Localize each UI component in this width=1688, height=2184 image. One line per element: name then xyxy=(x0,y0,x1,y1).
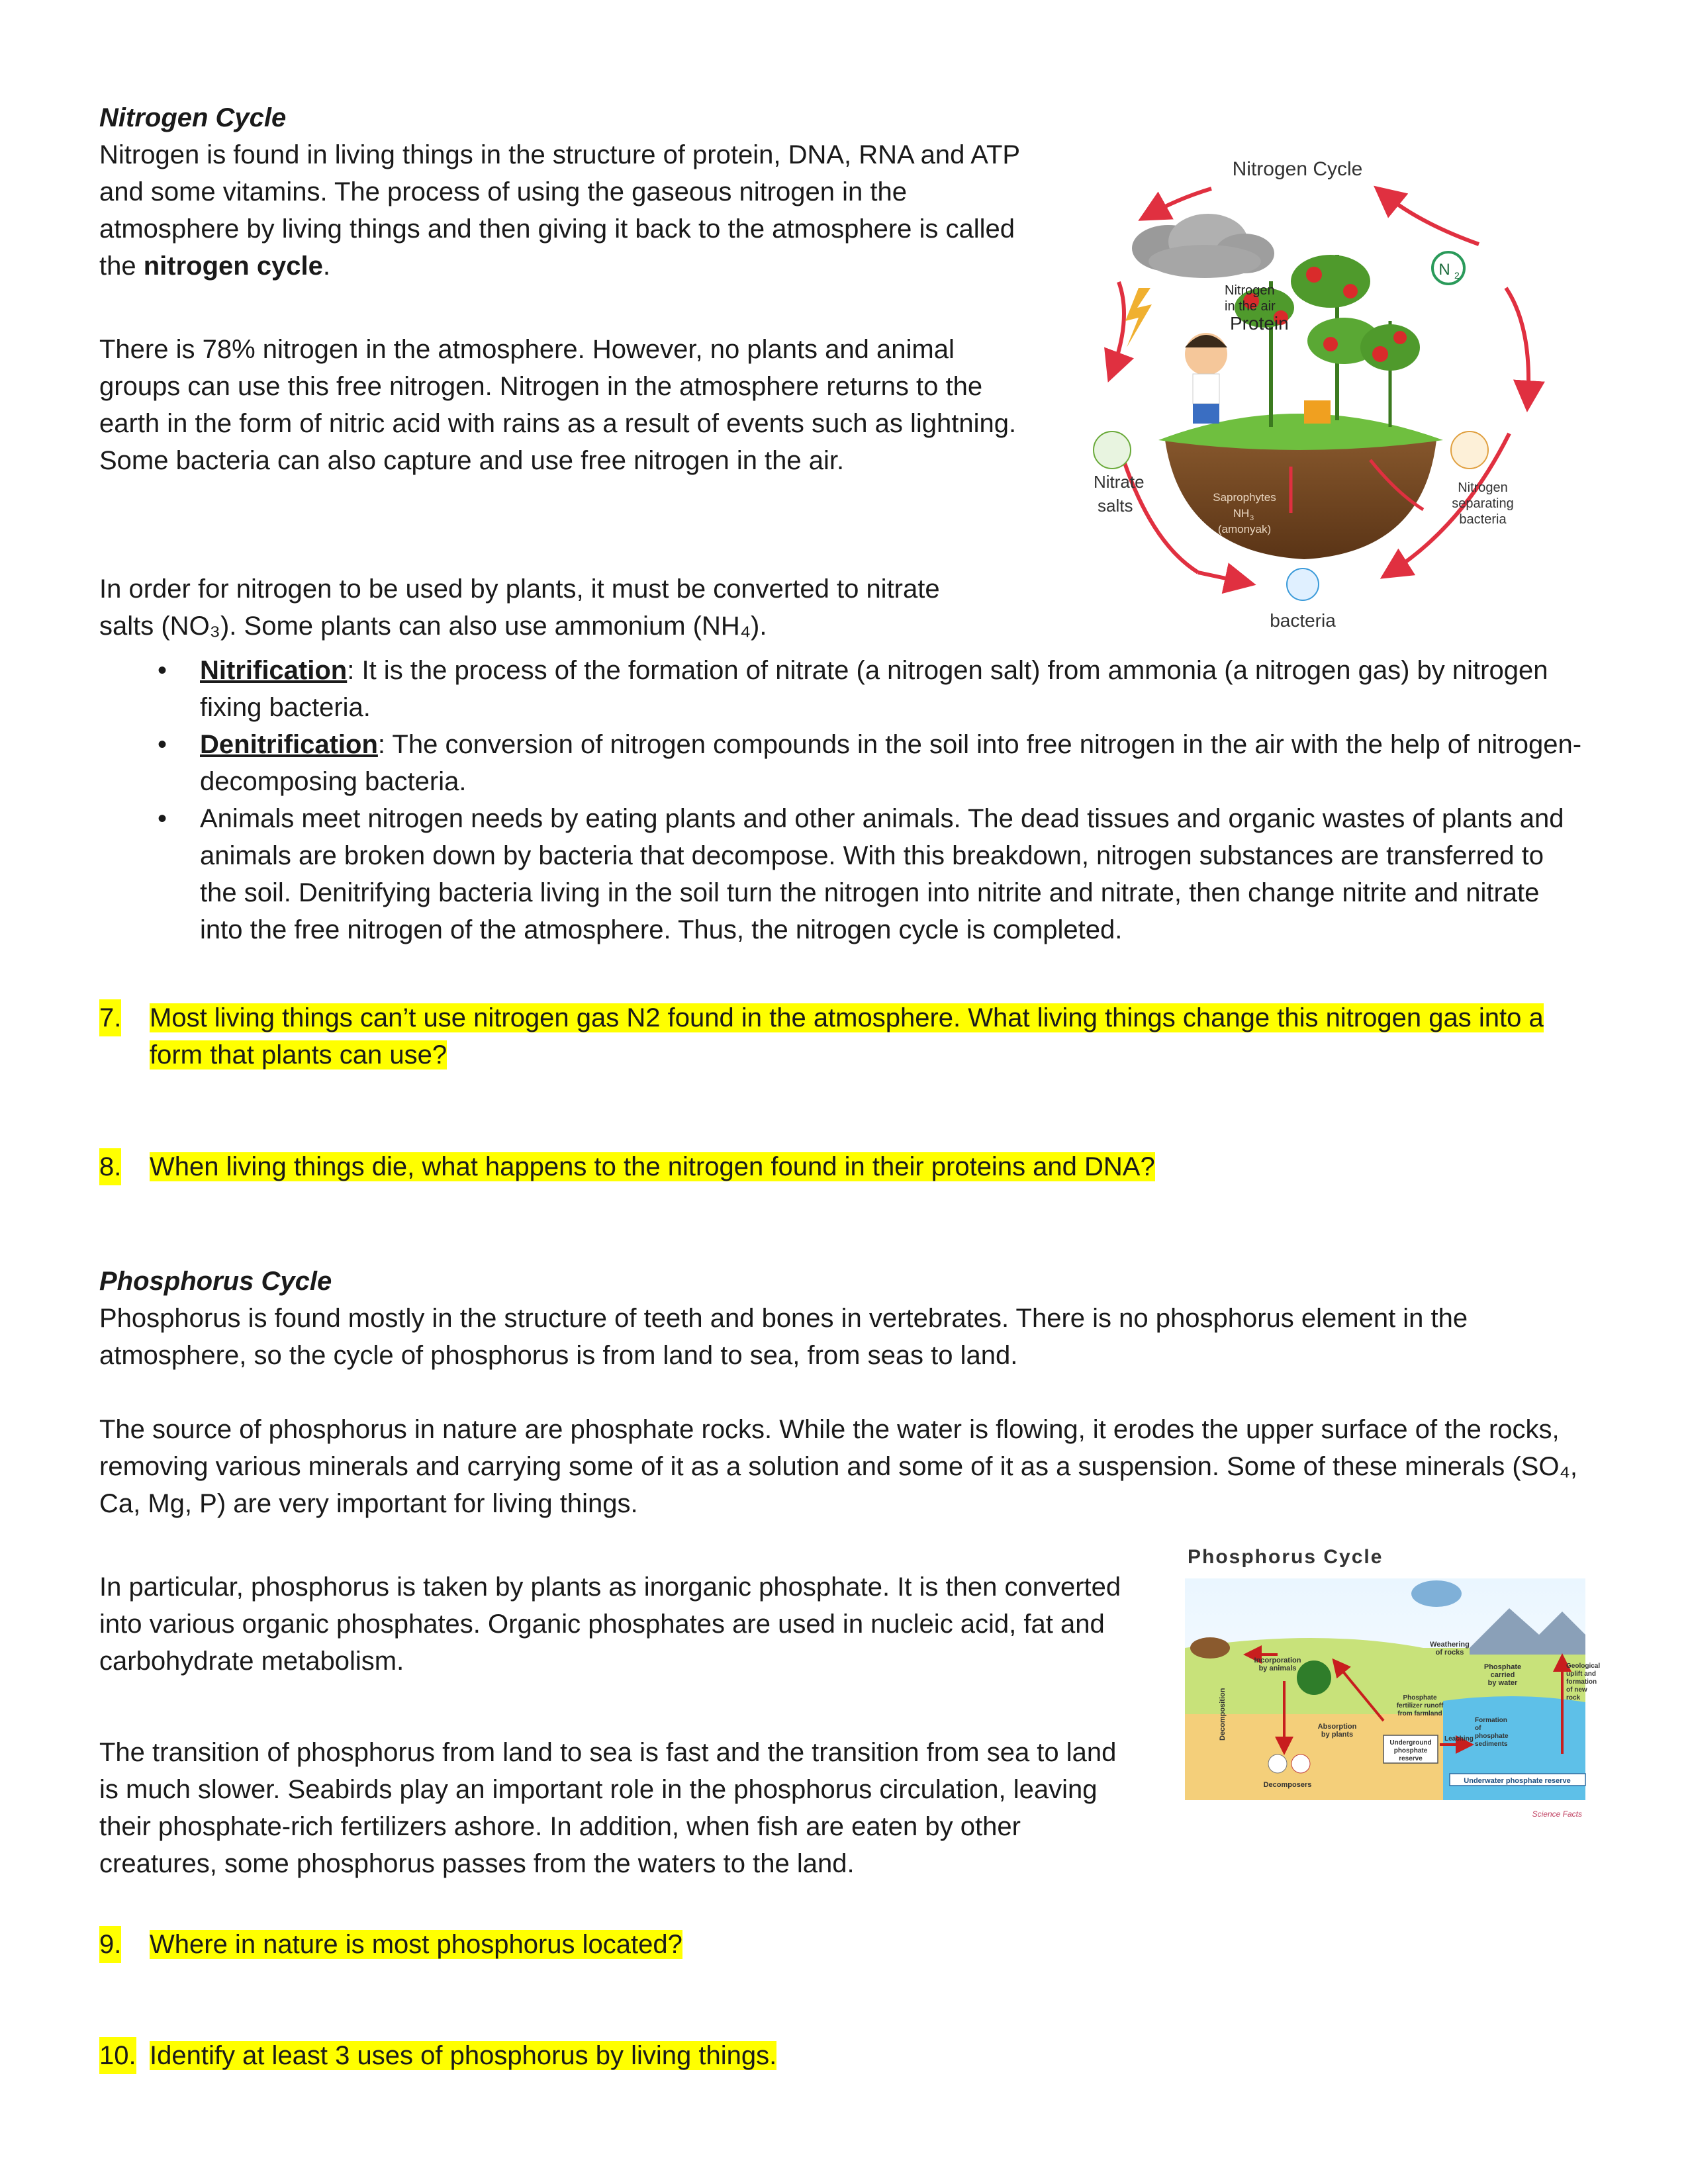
formation-label-4: sediments xyxy=(1475,1741,1508,1748)
geo-label-5: rock xyxy=(1566,1694,1581,1702)
separating-bacteria-icon xyxy=(1451,432,1488,469)
nitrogen-cycle-term: nitrogen cycle xyxy=(143,251,323,281)
bacteria-label: bacteria xyxy=(1270,610,1336,631)
hay-bale-icon xyxy=(1304,400,1331,424)
decomposer-icon xyxy=(1268,1754,1287,1773)
nitrogen-air-line-2: in the air xyxy=(1225,299,1276,314)
cycle-arrow xyxy=(1383,193,1479,244)
question-number: 7. xyxy=(99,999,121,1036)
rain-cloud-icon xyxy=(1411,1580,1462,1607)
fertilizer-label-1: Phosphate xyxy=(1403,1694,1437,1702)
nitrate-label-2: salts xyxy=(1098,496,1133,516)
carried-label-2: carried xyxy=(1490,1671,1515,1679)
formation-label-1: Formation xyxy=(1475,1717,1507,1724)
leaching-label: Leaching xyxy=(1444,1735,1474,1743)
nitrogen-air-line-1: Nitrogen xyxy=(1225,283,1275,298)
question-text: Most living things can’t use nitrogen gas N2 found in the atmosphere. What living things change this nitrogen gas into a form that plants can use? xyxy=(150,1003,1544,1069)
nh3-label: NH xyxy=(1233,507,1250,520)
bullet-dot: • xyxy=(158,656,167,685)
decomposer-icon xyxy=(1291,1754,1310,1773)
phosphorus-heading: Phosphorus Cycle xyxy=(99,1267,332,1296)
underground-label-3: reserve xyxy=(1399,1755,1423,1762)
decomposers-label: Decomposers xyxy=(1263,1781,1312,1789)
phosphorus-figure-title: Phosphorus Cycle xyxy=(1188,1546,1383,1568)
formation-label-3: phosphate xyxy=(1475,1733,1509,1740)
absorption-label-2: by plants xyxy=(1321,1731,1354,1739)
bullet-text: : The conversion of nitrogen compounds in the soil into free nitrogen in the air with the help of nitrogen-decomposing bacteria. xyxy=(200,730,1582,796)
bullet-text: : It is the process of the formation of nitrate (a nitrogen salt) from ammonia (a nitrogen gas) by nitrogen fixing bacteria. xyxy=(200,656,1548,722)
nh3-subscript: 3 xyxy=(1250,514,1254,522)
cycle-arrow xyxy=(1149,189,1211,215)
separating-label-1: Nitrogen xyxy=(1458,480,1508,495)
cow-icon xyxy=(1190,1637,1230,1659)
bullet-dot: • xyxy=(158,730,167,759)
protein-label: Protein xyxy=(1230,313,1289,334)
cycle-arrow xyxy=(1198,572,1244,582)
nitrogen-bullet-list xyxy=(99,652,1582,948)
phosphorus-cycle-figure xyxy=(1185,1546,1601,1840)
n2-subscript: 2 xyxy=(1454,270,1460,281)
plant-icon xyxy=(1297,1661,1331,1695)
geo-label-2: uplift and xyxy=(1566,1670,1596,1678)
question-text: Where in nature is most phosphorus located? xyxy=(150,1930,682,1959)
question-9 xyxy=(99,1926,1582,1963)
phosphorus-paragraph-4: The transition of phosphorus from land to sea is fast and the transition from sea to land is much slower. Seabirds play an important role in the phosphorus circulation, leaving their phosphate-rich fertilizers ashore. In addition, when fish are eaten by other creatures, some phosphorus passes from the waters to the land. xyxy=(99,1738,1117,1878)
n2-label: N xyxy=(1438,261,1450,279)
cloud-icon xyxy=(1132,214,1274,278)
nitrogen-heading: Nitrogen Cycle xyxy=(99,103,287,132)
underground-label-1: Underground xyxy=(1389,1739,1432,1747)
decomposition-label: Decomposition xyxy=(1219,1688,1227,1741)
boy-illustration xyxy=(1185,333,1227,424)
nitrogen-p1-end: . xyxy=(322,251,331,281)
nitrogen-cycle-figure xyxy=(1053,149,1556,639)
geo-label-4: of new xyxy=(1566,1686,1587,1694)
incorporation-label-2: by animals xyxy=(1258,1664,1297,1672)
question-number: 9. xyxy=(99,1926,121,1963)
formation-label-2: of xyxy=(1475,1725,1481,1732)
nitrate-label-1: Nitrate xyxy=(1094,472,1145,492)
underwater-reserve-label: Underwater phosphate reserve xyxy=(1464,1777,1571,1785)
fertilizer-label-3: from farmland xyxy=(1397,1710,1442,1717)
question-8 xyxy=(99,1148,1582,1185)
cycle-arrow xyxy=(1506,288,1528,400)
incorporation-label-1: Incorporation xyxy=(1254,1657,1301,1664)
bullet-dot: • xyxy=(158,804,167,833)
question-7 xyxy=(99,999,1582,1073)
bullet-item-animals xyxy=(99,800,1582,948)
lightning-icon xyxy=(1125,288,1152,347)
nitrate-bacteria-icon xyxy=(1094,432,1131,469)
question-text: When living things die, what happens to the nitrogen found in their proteins and DNA? xyxy=(150,1152,1155,1181)
nitrogen-figure-title: Nitrogen Cycle xyxy=(1232,158,1363,180)
separating-label-3: bacteria xyxy=(1459,512,1507,527)
geo-label-1: Geological xyxy=(1566,1662,1601,1670)
term-denitrification: Denitrification xyxy=(200,730,378,759)
absorption-label-1: Absorption xyxy=(1317,1723,1357,1731)
bullet-item-denitrification xyxy=(99,726,1582,800)
phosphorus-paragraph-1: Phosphorus is found mostly in the structure of teeth and bones in vertebrates. There is no phosphorus element in the atmosphere, so the cycle of phosphorus is from land to sea, from seas to land. xyxy=(99,1304,1468,1370)
phosphorus-paragraph-3: In particular, phosphorus is taken by plants as inorganic phosphate. It is then converted into various organic phosphates. Organic phosphates are used in nucleic acid, fat and carbohydrate metabolism. xyxy=(99,1572,1121,1676)
cycle-arrow xyxy=(1112,282,1124,371)
bacteria-icon xyxy=(1287,569,1319,600)
question-number: 10. xyxy=(99,2037,136,2074)
weathering-label-2: of rocks xyxy=(1435,1649,1464,1657)
nitrogen-paragraph-3: In order for nitrogen to be used by plants, it must be converted to nitrate salts (NO₃). Some plants can also use ammonium (NH₄). xyxy=(99,574,940,641)
nitrogen-p1-text: Nitrogen is found in living things in the structure of protein, DNA, RNA and ATP and some vitamins. The process of using the gaseous nitrogen in the atmosphere by living things and then giving it back to the atmosphere is called the xyxy=(99,140,1020,281)
fertilizer-label-2: fertilizer runoff xyxy=(1396,1702,1444,1709)
nitrogen-paragraph-1 xyxy=(99,136,1026,285)
question-text: Identify at least 3 uses of phosphorus by living things. xyxy=(150,2041,777,2070)
term-nitrification: Nitrification xyxy=(200,656,348,685)
geo-label-3: formation xyxy=(1566,1678,1597,1686)
nitrogen-paragraph-2: There is 78% nitrogen in the atmosphere. However, no plants and animal groups can use this free nitrogen. Nitrogen in the atmosphere returns to the earth in the form of nitric acid with rains as a result of events such as lightning. Some bacteria can also capture and use free nitrogen in the air. xyxy=(99,335,1017,475)
bullet-text: Animals meet nitrogen needs by eating plants and other animals. The dead tissues and organic wastes of plants and animals are broken down by bacteria that decompose. With this breakdown, nitrogen substances are transferred to the soil. Denitrifying bacteria living in the soil turn the nitrogen into nitrite and nitrate, then change nitrite and nitrate into the free nitrogen of the atmosphere. Thus, the nitrogen cycle is completed. xyxy=(200,804,1564,944)
carried-label-1: Phosphate xyxy=(1483,1663,1522,1671)
phosphorus-paragraph-2: The source of phosphorus in nature are phosphate rocks. While the water is flowing, it erodes the upper surface of the rocks, removing various minerals and carrying some of it as a solution and some of it as a suspension. Some of these minerals (SO₄, Ca, Mg, P) are very important for living things. xyxy=(99,1415,1577,1518)
amonyak-label: (amonyak) xyxy=(1217,523,1272,535)
underground-label-2: phosphate xyxy=(1393,1747,1428,1754)
separating-label-2: separating xyxy=(1452,496,1514,511)
question-number: 8. xyxy=(99,1148,121,1185)
saprophytes-label: Saprophytes xyxy=(1213,491,1276,504)
carried-label-3: by water xyxy=(1487,1679,1518,1687)
science-facts-credit: Science Facts xyxy=(1532,1809,1582,1819)
question-10 xyxy=(99,2037,1582,2074)
bullet-item-nitrification xyxy=(99,652,1582,726)
weathering-label-1: Weathering xyxy=(1430,1641,1470,1649)
